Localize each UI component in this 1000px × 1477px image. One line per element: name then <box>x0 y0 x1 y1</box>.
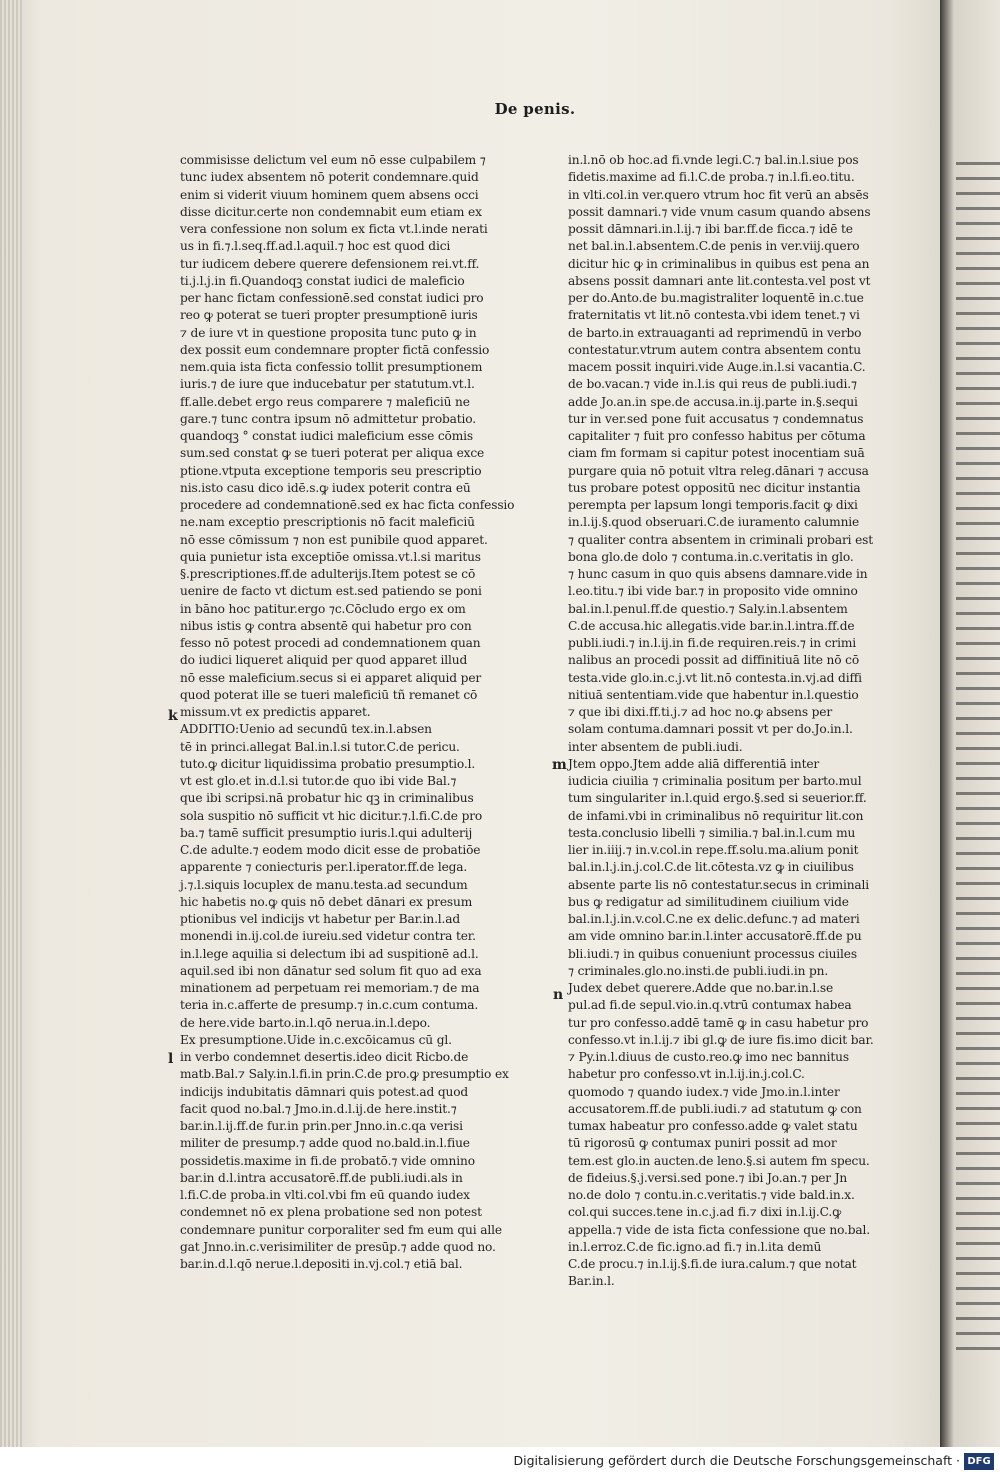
text-line: publi.iudi.⁊ in.l.ij.in fi.de requiren.reis.⁊ in crimi <box>568 636 856 650</box>
text-line: bar.in.l.ij.ff.de fur.in prin.per Jnno.in.c.qa verisi <box>180 1119 463 1133</box>
text-line: tū rigorosū ꝙ contumax puniri possit ad mor <box>568 1136 837 1151</box>
text-line: tuto.ꝙ dicitur liquidissima probatio presumptio.l. <box>180 756 476 771</box>
text-line: quomodo ⁊ quando iudex.⁊ vide Jmo.in.l.inter <box>568 1084 840 1099</box>
text-line: ptione.vtputa exceptione temporis seu prescriptio <box>180 463 482 478</box>
facing-page-text-bleed <box>956 150 1000 1350</box>
text-line: nibus istis ꝙ contra absentē qui habetur pro con <box>180 618 472 633</box>
text-line: fidetis.maxime ad fi.l.C.de proba.⁊ in.l.fi.eo.titu. <box>568 170 855 185</box>
text-line: bal.in.l.j.in.v.col.C.ne ex delic.defunc.⁊ ad materi <box>568 912 860 926</box>
text-line: vt est glo.et in.d.l.si tutor.de quo ibi vide Bal.⁊ <box>180 774 457 788</box>
left-text-column <box>180 152 515 1273</box>
text-line: iuris.⁊ de iure que inducebatur per statutum.vt.l. <box>180 377 475 392</box>
text-line: hic habetis no.ꝙ quis nō debet dānari ex presum <box>180 894 473 909</box>
text-line: in.l.lege aquilia si delectum ibi ad suspitionē ad.l. <box>180 946 479 961</box>
text-line: bli.iudi.⁊ in quibus conueniunt processus ciuiles <box>568 946 857 961</box>
facing-page-edge <box>940 0 1000 1447</box>
text-line: us in fi.⁊.l.seq.ff.ad.l.aquil.⁊ hoc est quod dici <box>180 239 451 254</box>
text-line: quod poterat ille se tueri maleficiū tñ remanet cō <box>180 687 478 702</box>
text-line: tē in princi.allegat Bal.in.l.si tutor.C.de pericu. <box>180 739 460 754</box>
text-line: disse dicitur.certe non condemnabit eum etiam ex <box>180 204 482 219</box>
text-line: ptionibus vel indicijs vt habetur per Bar.in.l.ad <box>180 912 461 926</box>
text-line: ciam fm formam si capitur potest inocentiam suā <box>568 446 865 461</box>
text-line: purgare quia nō potuit vltra releg.dānari ⁊ accusa <box>568 463 869 478</box>
text-line: facit quod no.bal.⁊ Jmo.in.d.l.ij.de here.instit.⁊ <box>180 1101 457 1116</box>
text-line: §.prescriptiones.ff.de adulterijs.Item potest se cō <box>180 567 476 581</box>
text-line: fraternitatis vt lit.nō contesta.vbi idem tenet.⁊ vi <box>568 308 860 323</box>
text-line: nō esse maleficium.secus si ei apparet aliquid per <box>180 670 482 685</box>
text-line: in.l.nō ob hoc.ad fi.vnde legi.C.⁊ bal.in.l.siue pos <box>568 153 859 167</box>
text-line: in.l.ij.§.quod obseruari.C.de iuramento calumnie <box>568 515 860 530</box>
text-line: in.l.erroz.C.de fic.igno.ad fi.⁊ in.l.ita demū <box>568 1239 822 1254</box>
text-line: quia punietur ista exceptiōe omissa.vt.l.si maritus <box>180 549 481 564</box>
text-line: absens possit damnari ante lit.contesta.vel post vt <box>568 273 871 288</box>
text-line: tus probare potest oppositū nec dicitur instantia <box>568 480 861 495</box>
text-line: indicijs indubitatis dāmnari quis potest.ad quod <box>180 1084 469 1099</box>
text-line: ti.j.l.j.in fi.Quandoqꝫ constat iudici de maleficio <box>180 273 465 288</box>
text-line: ⁊ que ibi dixi.ff.ti.j.⁊ ad hoc no.ꝙ absens per <box>568 705 833 719</box>
text-line: lier in.iiij.⁊ in.v.col.in repe.ff.solu.ma.alium ponit <box>568 843 859 857</box>
text-line: teria in.c.afferte de presump.⁊ in.c.cum contuma. <box>180 998 479 1013</box>
text-line: ba.⁊ tamē sufficit presumptio iuris.l.qui adulterij <box>180 825 473 840</box>
text-line: nalibus an procedi possit ad diffinitiuā lite nō cō <box>568 653 860 668</box>
text-line: ff.alle.debet ergo reus comparere ⁊ maleficiū ne <box>180 394 470 409</box>
footer-bar <box>0 1447 1000 1477</box>
text-line: ⁊ qualiter contra absentem in criminali probari est <box>568 532 874 547</box>
text-line: contestatur.vtrum autem contra absentem contu <box>568 342 862 357</box>
text-line: confesso.vt in.l.ij.⁊ ibi gl.ꝙ de iure fis.imo dicit bar. <box>568 1032 874 1047</box>
text-line: missum.vt ex predictis apparet. <box>180 705 371 719</box>
text-line: enim si viderit viuum hominem quem absens occi <box>180 187 479 202</box>
text-line: Judex debet querere.Adde que no.bar.in.l.se <box>568 981 834 995</box>
text-line: perempta per lapsum longi temporis.facit ꝙ dixi <box>568 498 858 512</box>
right-text-column <box>568 152 874 1291</box>
text-line: appella.⁊ vide de ista ficta confessione que no.bal. <box>568 1222 871 1237</box>
text-line: am vide omnino bar.in.l.inter accusatorē.ff.de pu <box>568 929 862 944</box>
text-line: condemnare punitur corporaliter sed fm eum qui alle <box>180 1222 502 1237</box>
text-line: sum.sed constat ꝙ se tueri poterat per aliqua exce <box>180 446 485 461</box>
text-line: quandoqꝫ ° constat iudici maleficium esse cōmis <box>180 429 473 443</box>
text-line: C.de adulte.⁊ eodem modo dicit esse de probatiōe <box>180 843 481 857</box>
text-line: bona glo.de dolo ⁊ contuma.in.c.veritatis in glo. <box>568 549 854 564</box>
text-line: do iudici liqueret aliquid per quod apparet illud <box>180 653 468 668</box>
text-line: de bo.vacan.⁊ vide in.l.is qui reus de publi.iudi.⁊ <box>568 377 857 392</box>
text-line: capitaliter ⁊ fuit pro confesso habitus per cōtuma <box>568 429 866 443</box>
text-line: testa.conclusio libelli ⁊ similia.⁊ bal.in.l.cum mu <box>568 825 856 840</box>
text-line: absente parte lis nō contestatur.secus in criminali <box>568 877 870 892</box>
text-line: possit dāmnari.in.l.ij.⁊ ibi bar.ff.de ficca.⁊ idē te <box>568 222 853 236</box>
text-line: procedere ad condemnationē.sed ex hac ficta confessio <box>180 498 515 512</box>
text-line: condemnet nō ex plena probatione sed non potest <box>180 1205 482 1220</box>
text-line: tunc iudex absentem nō poterit condemnare.quid <box>180 170 479 185</box>
text-line: tur iudicem debere querere defensionem rei.vt.ff. <box>180 256 480 271</box>
text-line: ⁊ criminales.glo.no.insti.de publi.iudi.in pn. <box>568 963 829 978</box>
text-line: bar.in.d.l.qō nerue.l.depositi in.vj.col.⁊ etiā bal. <box>180 1257 463 1271</box>
text-line: aquil.sed ibi non dānatur sed solum fit quo ad exa <box>180 963 482 978</box>
text-line: ⁊ Py.in.l.diuus de custo.reo.ꝙ imo nec bannitus <box>568 1050 849 1064</box>
text-line: per do.Anto.de bu.magistraliter loquentē in.c.tue <box>568 291 864 305</box>
marker-n: n <box>553 987 564 1003</box>
text-line: bal.in.l.penul.ff.de questio.⁊ Saly.in.l.absentem <box>568 601 848 616</box>
text-line: l.fi.C.de proba.in vlti.col.vbi fm eū quando iudex <box>180 1188 470 1202</box>
text-line: ⁊ hunc casum in quo quis absens damnare.vide in <box>568 567 868 581</box>
marker-l: l <box>168 1051 174 1067</box>
text-line: accusatorem.ff.de publi.iudi.⁊ ad statutum ꝙ con <box>568 1101 862 1116</box>
text-line: monendi in.ij.col.de iureiu.sed videtur contra ter. <box>180 929 476 944</box>
text-line: adde Jo.an.in spe.de accusa.in.ij.parte in.§.sequi <box>568 394 858 409</box>
text-line: C.de procu.⁊ in.l.ij.§.fi.de iura.calum.⁊ que notat <box>568 1257 857 1271</box>
text-line: vera confessione non solum ex ficta vt.l.inde nerati <box>180 222 488 236</box>
text-line: bar.in d.l.intra accusatorē.ff.de publi.iudi.als in <box>180 1170 463 1185</box>
text-line: dicitur hic ꝙ in criminalibus in quibus est pena an <box>568 256 870 271</box>
text-line: matb.Bal.⁊ Saly.in.l.fi.in prin.C.de pro.ꝙ presumptio ex <box>180 1067 509 1082</box>
text-line: in bāno hoc patitur.ergo ⁊c.Cōcludo ergo ex om <box>180 601 466 616</box>
text-line: de barto.in extrauaganti ad reprimendū in verbo <box>568 325 862 340</box>
dfg-logo: DFG <box>964 1453 994 1470</box>
text-line: tur in ver.sed pone fuit accusatus ⁊ condemnatus <box>568 411 864 426</box>
text-line: nis.isto casu dico idē.s.ꝙ iudex poterit contra eū <box>180 480 471 495</box>
text-line: reo ꝙ poterat se tueri propter presumptionē iuris <box>180 308 478 323</box>
marker-k: k <box>168 708 178 724</box>
text-line: col.qui succes.tene in.c.j.ad fi.⁊ dixi in.l.ij.C.ꝙ <box>568 1205 842 1220</box>
running-head: De penis. <box>494 100 576 118</box>
text-line: bus ꝙ redigatur ad similitudinem ciuilium vide <box>568 894 849 909</box>
text-line: in verbo condemnet desertis.ideo dicit Ricbo.de <box>180 1050 469 1064</box>
text-line: nitiuā sententiam.vide que habentur in.l.questio <box>568 687 859 702</box>
text-line: testa.vide glo.in.c.j.vt lit.nō contesta.in.vj.ad diffi <box>568 670 862 685</box>
text-line: solam contuma.damnari possit vt per do.Jo.in.l. <box>568 722 853 737</box>
text-line: gare.⁊ tunc contra ipsum nō admittetur probatio. <box>180 411 476 426</box>
text-line: ADDITIO:Uenio ad secundū tex.in.l.absen <box>180 722 432 737</box>
text-line: nem.quia ista ficta confessio tollit presumptionem <box>180 360 483 374</box>
text-line: tem.est glo.in aucten.de leno.§.si autem fm specu. <box>568 1153 870 1168</box>
text-line: per hanc fictam confessionē.sed constat iudici pro <box>180 291 484 305</box>
text-line: possidetis.maxime in fi.de probatō.⁊ vide omnino <box>180 1153 475 1168</box>
text-line: no.de dolo ⁊ contu.in.c.veritatis.⁊ vide bald.in.x. <box>568 1188 855 1202</box>
text-line: apparente ⁊ coniecturis per.l.iperator.ff.de lega. <box>180 860 468 875</box>
text-line: ne.nam exceptio prescriptionis nō facit maleficiū <box>180 515 475 530</box>
text-line: militer de presump.⁊ adde quod no.bald.in.l.fiue <box>180 1136 470 1151</box>
text-line: uenire de facto vt dictum est.sed patiendo se poni <box>180 584 482 599</box>
text-line: j.⁊.l.siquis locuplex de manu.testa.ad secundum <box>180 877 468 892</box>
text-line: ⁊ de iure vt in questione proposita tunc puto ꝙ in <box>180 325 477 340</box>
text-line: bal.in.l.j.in.j.col.C.de lit.cōtesta.vz ꝙ in ciuilibus <box>568 860 854 875</box>
text-line: macem possit inquiri.vide Auge.in.l.si vacantia.C. <box>568 360 866 374</box>
text-line: possit damnari.⁊ vide vnum casum quando absens <box>568 204 871 219</box>
text-line: commisisse delictum vel eum nō esse culpabilem ⁊ <box>180 153 486 167</box>
text-line: que ibi scripsi.nā probatur hic qꝫ in criminalibus <box>180 791 474 806</box>
text-line: tur pro confesso.addē tamē ꝙ in casu habetur pro <box>568 1015 869 1030</box>
text-line: l.eo.titu.⁊ ibi vide bar.⁊ in proposito vide omnino <box>568 584 858 599</box>
text-line: de fideius.§.j.versi.sed pone.⁊ ibi Jo.an.⁊ per Jn <box>568 1170 848 1185</box>
text-line: minationem ad perpetuam rei memoriam.⁊ de ma <box>180 981 480 995</box>
text-line: de infami.vbi in criminalibus nō requiritur lit.con <box>568 808 864 823</box>
text-line: sola suspitio nō sufficit vt hic dicitur.⁊.l.fi.C.de pro <box>180 808 483 823</box>
text-line: tumax habeatur pro confesso.adde ꝙ valet statu <box>568 1119 858 1133</box>
text-line: de here.vide barto.in.l.qō nerua.in.l.depo. <box>180 1015 431 1030</box>
text-line: fesso nō potest procedi ad condemnationem quan <box>180 636 481 650</box>
footer-credit: Digitalisierung gefördert durch die Deutsche Forschungsgemeinschaft · <box>513 1453 960 1468</box>
page-edge-stack <box>0 0 22 1447</box>
text-line: in vlti.col.in ver.quero vtrum hoc fit verū an absēs <box>568 187 869 202</box>
text-line: habetur pro confesso.vt in.l.ij.in.j.col.C. <box>568 1067 805 1082</box>
marker-m: m <box>552 757 567 773</box>
text-line: Jtem oppo.Jtem adde aliā differentiā inter <box>568 756 820 771</box>
text-line: Ex presumptione.Uide in.c.excōicamus cū gl. <box>180 1032 452 1047</box>
text-line: net bal.in.l.absentem.C.de penis in ver.viij.quero <box>568 239 860 254</box>
text-line: C.de accusa.hic allegatis.vide bar.in.l.intra.ff.de <box>568 618 855 633</box>
text-line: dex possit eum condemnare propter fictā confessio <box>180 342 490 357</box>
text-line: gat Jnno.in.c.verisimiliter de presūp.⁊ adde quod no. <box>180 1239 496 1254</box>
text-line: Bar.in.l. <box>568 1274 615 1289</box>
text-line: tum singulariter in.l.quid ergo.§.sed si seuerior.ff. <box>568 791 867 806</box>
text-line: inter absentem de publi.iudi. <box>568 739 743 754</box>
text-line: nō esse cōmissum ⁊ non est punibile quod apparet. <box>180 532 488 547</box>
text-line: pul.ad fi.de sepul.vio.in.q.vtrū contumax habea <box>568 998 852 1013</box>
text-line: iudicia ciuilia ⁊ criminalia positum per barto.mul <box>568 774 862 788</box>
